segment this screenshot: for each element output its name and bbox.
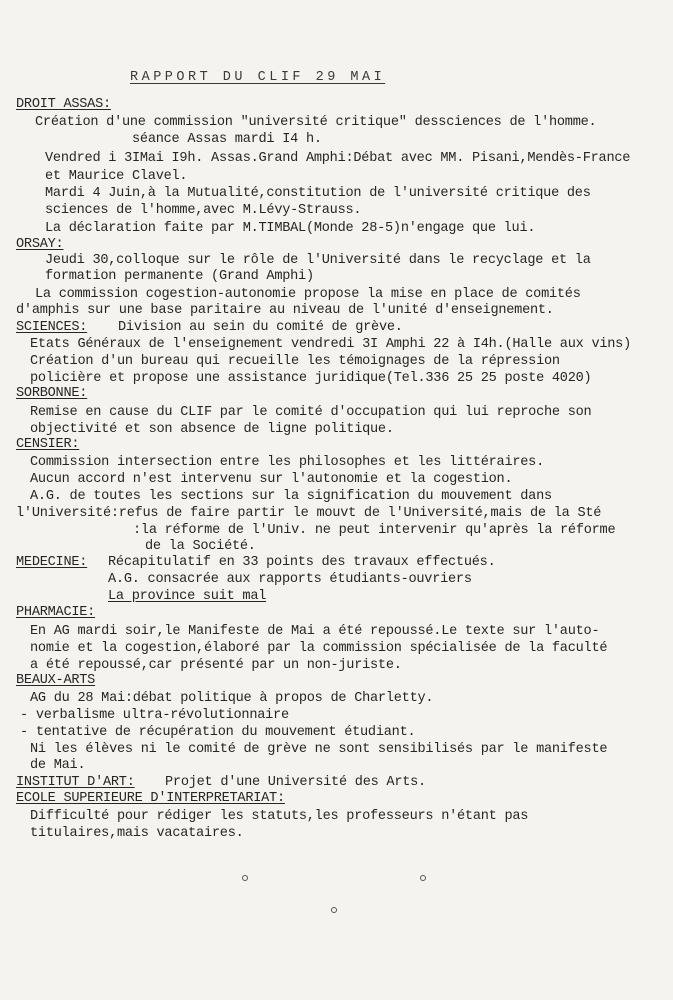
text-line: a été repoussé,car présenté par un non-juriste.	[30, 658, 402, 673]
text-line: et Maurice Clavel.	[45, 169, 188, 184]
text-line: En AG mardi soir,le Manifeste de Mai a été repoussé.Le texte sur l'auto-	[30, 624, 600, 639]
text-line: objectivité et son absence de ligne politique.	[30, 422, 394, 437]
underlined-note: La province suit mal	[108, 589, 267, 604]
text-line: titulaires,mais vacataires.	[30, 826, 244, 841]
document-title: RAPPORT DU CLIF 29 MAI	[130, 70, 386, 85]
text-line: Vendred i 3IMai I9h. Assas.Grand Amphi:Débat avec MM. Pisani,Mendès-France	[45, 151, 631, 166]
text-line: nomie et la cogestion,élaboré par la commission spécialisée de la faculté	[30, 641, 608, 656]
heading-sciences: SCIENCES:	[16, 320, 88, 335]
text-line: de la Société.	[145, 539, 256, 554]
text-line: AG du 28 Mai:débat politique à propos de Charletty.	[30, 691, 434, 706]
heading-droit-assas: DROIT ASSAS:	[16, 97, 111, 112]
text-line: d'amphis sur une base paritaire au niveau de l'unité d'enseignement.	[16, 303, 554, 318]
text-line: La déclaration faite par M.TIMBAL(Monde 28-5)n'engage que lui.	[45, 221, 536, 236]
heading-censier: CENSIER:	[16, 437, 80, 452]
text-line: - verbalisme ultra-révolutionnaire	[20, 708, 289, 723]
text-line: Commission intersection entre les philosophes et les littéraires.	[30, 455, 544, 470]
heading-orsay: ORSAY:	[16, 237, 64, 252]
text-line: :la réforme de l'Univ. ne peut intervenir qu'après la réforme	[133, 523, 616, 538]
text-line: Récapitulatif en 33 points des travaux effectués.	[108, 555, 496, 570]
text-line: Projet d'une Université des Arts.	[165, 775, 426, 790]
text-line: - tentative de récupération du mouvement étudiant.	[20, 725, 416, 740]
text-line: policière et propose une assistance juridique(Tel.336 25 25 poste 4020)	[30, 371, 592, 386]
separator-mark	[420, 875, 426, 881]
text-line: formation permanente (Grand Amphi)	[45, 269, 314, 284]
text-line: Mardi 4 Juin,à la Mutualité,constitution de l'université critique des	[45, 186, 591, 201]
heading-ecole-interpretariat: ECOLE SUPERIEURE D'INTERPRETARIAT:	[16, 791, 285, 806]
text-line: Etats Généraux de l'enseignement vendredi 3I Amphi 22 à I4h.(Halle aux vins)	[30, 337, 631, 352]
heading-pharmacie: PHARMACIE:	[16, 605, 96, 620]
text-line: Difficulté pour rédiger les statuts,les professeurs n'étant pas	[30, 809, 529, 824]
heading-medecine: MEDECINE:	[16, 555, 88, 570]
text-line: l'Université:refus de faire partir le mouvt de l'Université,mais de la Sté	[16, 506, 602, 521]
text-line: Division au sein du comité de grève.	[118, 320, 403, 335]
text-line: A.G. de toutes les sections sur la signification du mouvement dans	[30, 489, 552, 504]
text-line: A.G. consacrée aux rapports étudiants-ouvriers	[108, 572, 472, 587]
text-line: Création d'une commission "université critique" dessciences de l'homme.	[35, 115, 597, 130]
text-line: Création d'un bureau qui recueille les témoignages de la répression	[30, 354, 560, 369]
text-line: de Mai.	[30, 758, 86, 773]
heading-sorbonne: SORBONNE:	[16, 386, 88, 401]
text-line: Jeudi 30,colloque sur le rôle de l'Université dans le recyclage et la	[45, 253, 591, 268]
separator-mark	[331, 907, 337, 913]
text-line: La commission cogestion-autonomie propose la mise en place de comités	[35, 287, 581, 302]
text-line: Ni les élèves ni le comité de grève ne sont sensibilisés par le manifeste	[30, 742, 608, 757]
heading-beaux-arts: BEAUX-ARTS	[16, 673, 96, 688]
heading-institut-art: INSTITUT D'ART:	[16, 775, 135, 790]
text-line: séance Assas mardi I4 h.	[132, 132, 322, 147]
text-line: Aucun accord n'est intervenu sur l'autonomie et la cogestion.	[30, 472, 513, 487]
text-line: sciences de l'homme,avec M.Lévy-Strauss.	[45, 203, 362, 218]
separator-mark	[242, 875, 248, 881]
text-line: Remise en cause du CLIF par le comité d'occupation qui lui reproche son	[30, 405, 592, 420]
